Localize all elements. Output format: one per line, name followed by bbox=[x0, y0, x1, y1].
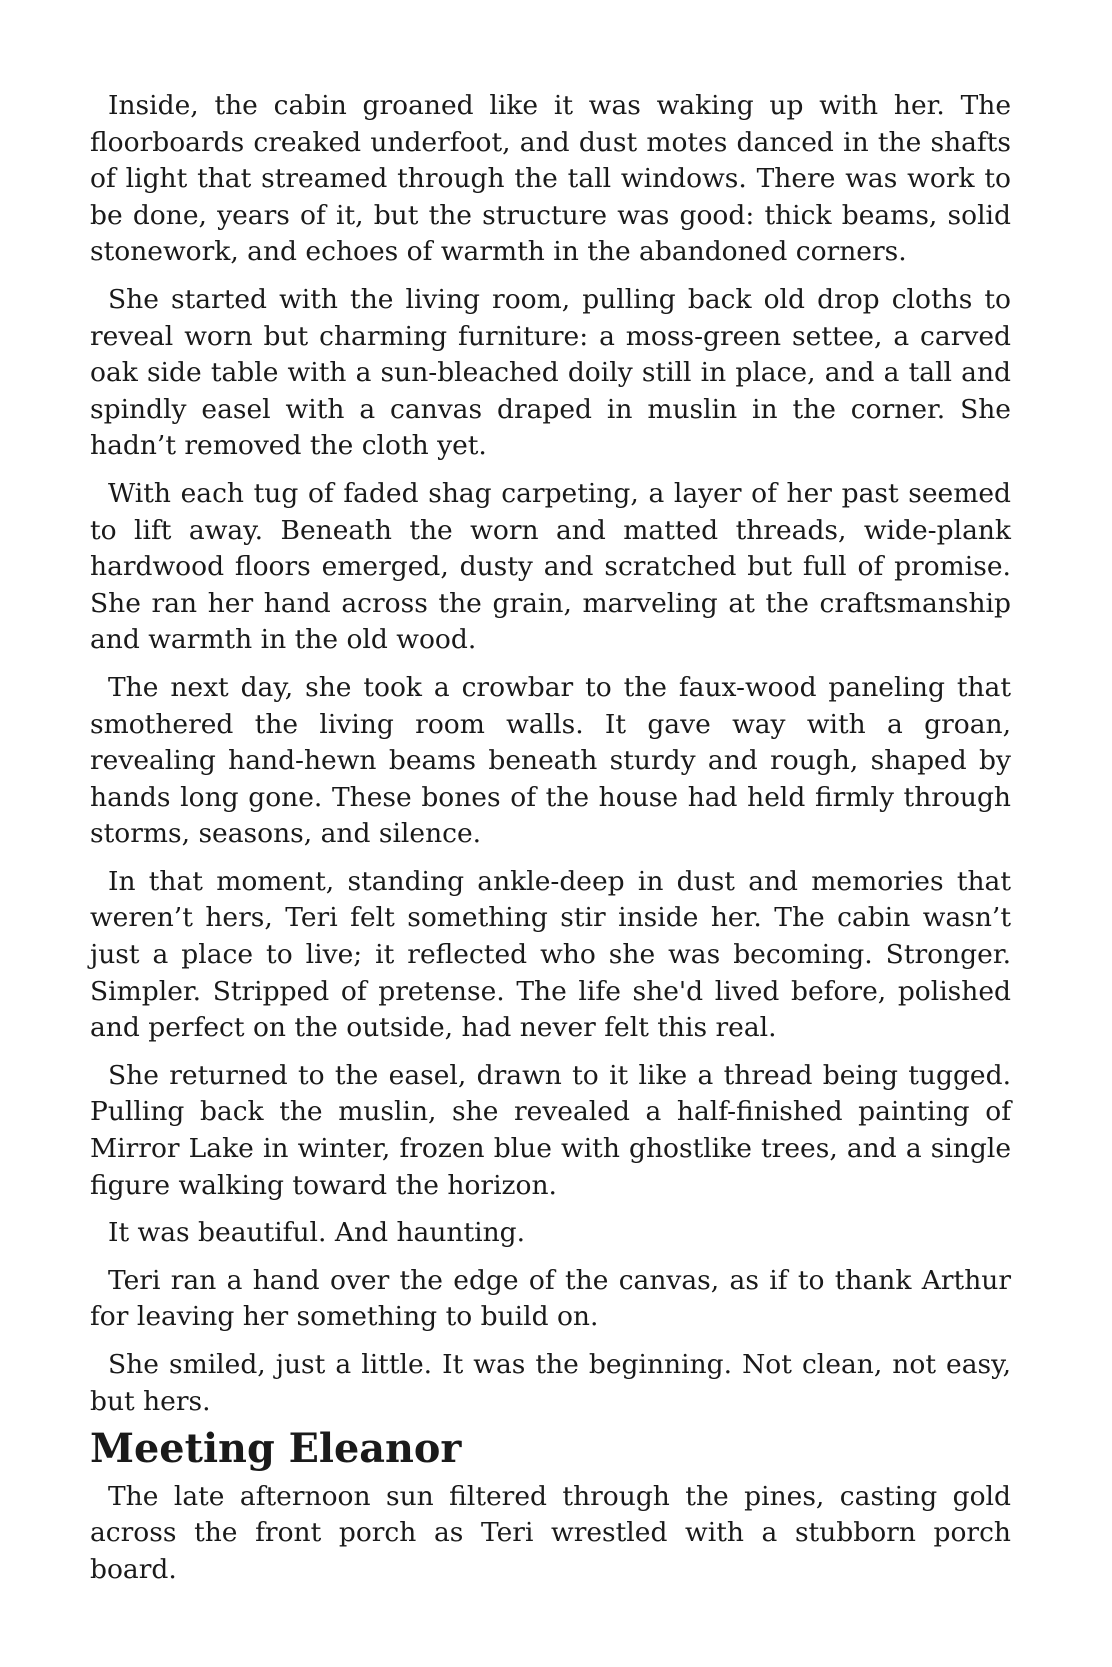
paragraph-cabin-interior: Inside, the cabin groaned like it was waking up with her. The floorboards creaked underfoot, and dust motes danced in the shafts of light that streamed through the tall windows. There was work to be done, years of it, but the structure was good: thick beams, solid stonework, and echoes of warmth in the abandoned corners. bbox=[90, 90, 1011, 268]
paragraph-easel: She returned to the easel, drawn to it like a thread being tugged. Pulling back the muslin, she revealed a half-finished painting of Mirror Lake in winter, frozen blue with ghostlike trees, and a single figure walking toward the horizon. bbox=[90, 1059, 1011, 1201]
paragraph-afternoon-sun: The late afternoon sun filtered through the pines, casting gold across the front porch as Teri wrestled with a stubborn porch board. bbox=[90, 1480, 1011, 1585]
paragraph-smiled: She smiled, just a little. It was the beginning. Not clean, not easy, but hers. bbox=[90, 1349, 1011, 1417]
section-heading: Meeting Eleanor bbox=[90, 1426, 462, 1473]
paragraph-living-room: She started with the living room, pulling back old drop cloths to reveal worn but charming furniture: a moss-green settee, a carved oak side table with a sun-bleached doily still in place, and a tall and spindly easel with a canvas draped in muslin in the corner. She hadn’t removed the cloth yet. bbox=[90, 283, 1011, 462]
paragraph-paneling: The next day, she took a crowbar to the faux-wood paneling that smothered the living room walls. It gave way with a groan, revealing hand-hewn beams beneath sturdy and rough, shaped by hands long gone. These bones of the house had held firmly through storms, seasons, and silence. bbox=[90, 671, 1011, 850]
paragraph-moment: In that moment, standing ankle-deep in dust and memories that weren’t hers, Teri felt something stir inside her. The cabin wasn’t just a place to live; it reflected who she was becoming. Stronger. Simpler. Stripped of pretense. The life she'd lived before, polished and perfect on the outside, had never felt this real. bbox=[90, 865, 1011, 1044]
paragraph-beautiful: It was beautiful. And haunting. bbox=[108, 1217, 526, 1249]
paragraph-carpeting: With each tug of faded shag carpeting, a layer of her past seemed to lift away. Beneath the worn and matted threads, wide-plank hardwood floors emerged, dusty and scratched but full of promise. She ran her hand across the grain, marveling at the craftsmanship and warmth in the old wood. bbox=[90, 477, 1011, 656]
paragraph-canvas-edge: Teri ran a hand over the edge of the canvas, as if to thank Arthur for leaving her something to build on. bbox=[90, 1264, 1011, 1333]
book-page bbox=[90, 88, 1011, 1600]
